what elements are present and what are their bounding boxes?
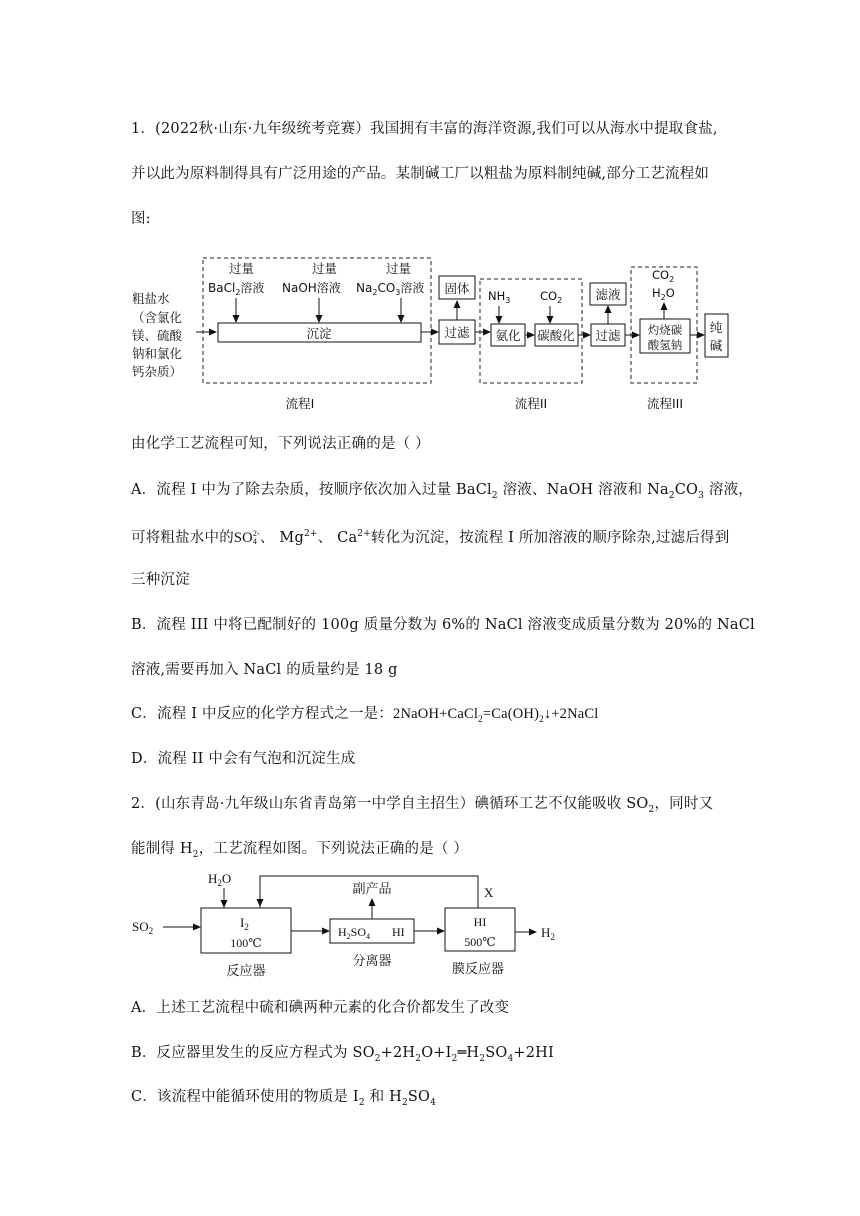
x-label: X [484, 885, 494, 900]
reagent1-name: BaCl$_2$溶液 [208, 281, 265, 297]
solid-label: 固体 [444, 281, 470, 296]
q1-line1: 1．(2022秋·山东·九年级统考竞赛）我国拥有丰富的海洋资源,我们可以从海水中提取食盐, [131, 121, 718, 137]
filtrate-label: 滤液 [595, 287, 621, 302]
q1-option-c: C．流程 I 中反应的化学方程式之一是：$2NaOH+CaCl_2=Ca(OH)_2↓+2NaCl$ [131, 706, 599, 724]
q1-option-b-line1: B．流程 III 中将已配制好的 100g 质量分数为 6%的 NaCl 溶液变成质量分数为 20%的 NaCl [131, 617, 755, 633]
q1-line3: 图: [131, 211, 151, 227]
feed-line-5: 钙杂质） [132, 364, 183, 379]
separator-label: 分离器 [352, 954, 392, 969]
hi2-label: HI [473, 915, 487, 929]
reagent3-qty: 过量 [386, 261, 412, 276]
membrane-temp: 500℃ [464, 935, 496, 949]
calcine-label-2: 酸氢钠 [647, 338, 683, 352]
calcine-label-1: 灼烧碳 [647, 323, 683, 337]
q1-line2: 并以此为原料制得具有广泛用途的产品。某制碱工厂以粗盐为原料制纯碱,部分工艺流程如 [131, 166, 710, 182]
flow-i-label: 流程I [285, 396, 315, 411]
h2so4-label: $H_2SO_4$ [338, 925, 371, 941]
reagent1-qty: 过量 [229, 261, 255, 276]
feed-line-2: （含氯化 [132, 310, 183, 325]
reactor-temp: 100℃ [230, 936, 262, 950]
soda-label-2: 碱 [709, 338, 723, 353]
nh3-label: $NH_3$ [488, 289, 511, 305]
q1-option-a-line1: A．流程 I 中为了除去杂质，按顺序依次加入过量 BaCl$_2$ 溶液、NaOH 溶液和 $Na_2CO_3$ 溶液， [131, 482, 754, 501]
q2-line2: 能制得 $H_2$，工艺流程如图。下列说法正确的是（ ） [131, 841, 469, 860]
filter1-label: 过滤 [444, 325, 470, 340]
flow-ii-label: 流程II [514, 396, 548, 411]
soda-label-1: 纯 [709, 320, 723, 335]
precipitate-label: 沉淀 [306, 326, 332, 341]
feed-line-1: 粗盐水 [132, 291, 170, 306]
q2-line1: 2．(山东青岛·九年级山东省青岛第一中学自主招生）碘循环工艺不仅能吸收 $SO_2$，同时又 [131, 796, 714, 815]
reactor-label: 反应器 [226, 964, 266, 979]
co2-label: $CO_2$ [540, 289, 563, 305]
q1-option-a-line3: 三种沉淀 [131, 572, 190, 588]
h2o-input-label: $H_2O$ [208, 871, 232, 888]
h2o-out-label: $H_2O$ [652, 286, 675, 302]
i2-label: $I_2$ [240, 915, 249, 932]
q1-stem: 由化学工艺流程可知，下列说法正确的是（ ） [131, 436, 430, 452]
q1-option-b-line2: 溶液,需要再加入 NaCl 的质量约是 18 g [131, 662, 398, 678]
so2-input-label: $SO_2$ [132, 919, 154, 936]
q1-option-a-line2: 可将粗盐水中的SO 2- 4 、 $Mg^{2+}$、 $Ca^{2+}$转化为沉淀，按流程 I 所加溶液的顺序除杂,过滤后得到 [131, 528, 730, 546]
feed-line-4: 钠和氯化 [132, 346, 183, 361]
q2-option-c: C．该流程中能循环使用的物质是 $I_2$ 和 $H_2SO_4$ [131, 1089, 437, 1108]
hi-label: HI [392, 925, 405, 939]
q1-flow-diagram [128, 256, 733, 418]
flow-iii-label: 流程III [646, 396, 684, 411]
carbonation-label: 碳酸化 [537, 328, 575, 343]
byproduct-label: 副产品 [352, 882, 392, 897]
h2-output-label: $H_2$ [541, 925, 555, 942]
reagent3-name: $Na_2CO_3$溶液 [356, 281, 425, 297]
membrane-label: 膜反应器 [451, 962, 505, 977]
co2-out-label: $CO_2$ [652, 268, 675, 284]
reagent2-qty: 过量 [312, 261, 338, 276]
filter2-label: 过滤 [595, 328, 621, 343]
flow-i-box [203, 258, 431, 383]
q2-option-b: B．反应器里发生的反应方程式为 $SO_2+2H_2O+I_2═H_2SO_4+2HI$ [131, 1045, 554, 1064]
q1-option-d: D．流程 II 中会有气泡和沉淀生成 [131, 751, 356, 767]
q2-flow-diagram [128, 866, 578, 981]
feed-line-3: 镁、硫酸 [132, 328, 183, 343]
ammoniation-label: 氨化 [495, 328, 521, 343]
reagent2-name: NaOH溶液 [282, 281, 341, 295]
q2-option-a: A．上述工艺流程中硫和碘两种元素的化合价都发生了改变 [131, 1000, 510, 1016]
